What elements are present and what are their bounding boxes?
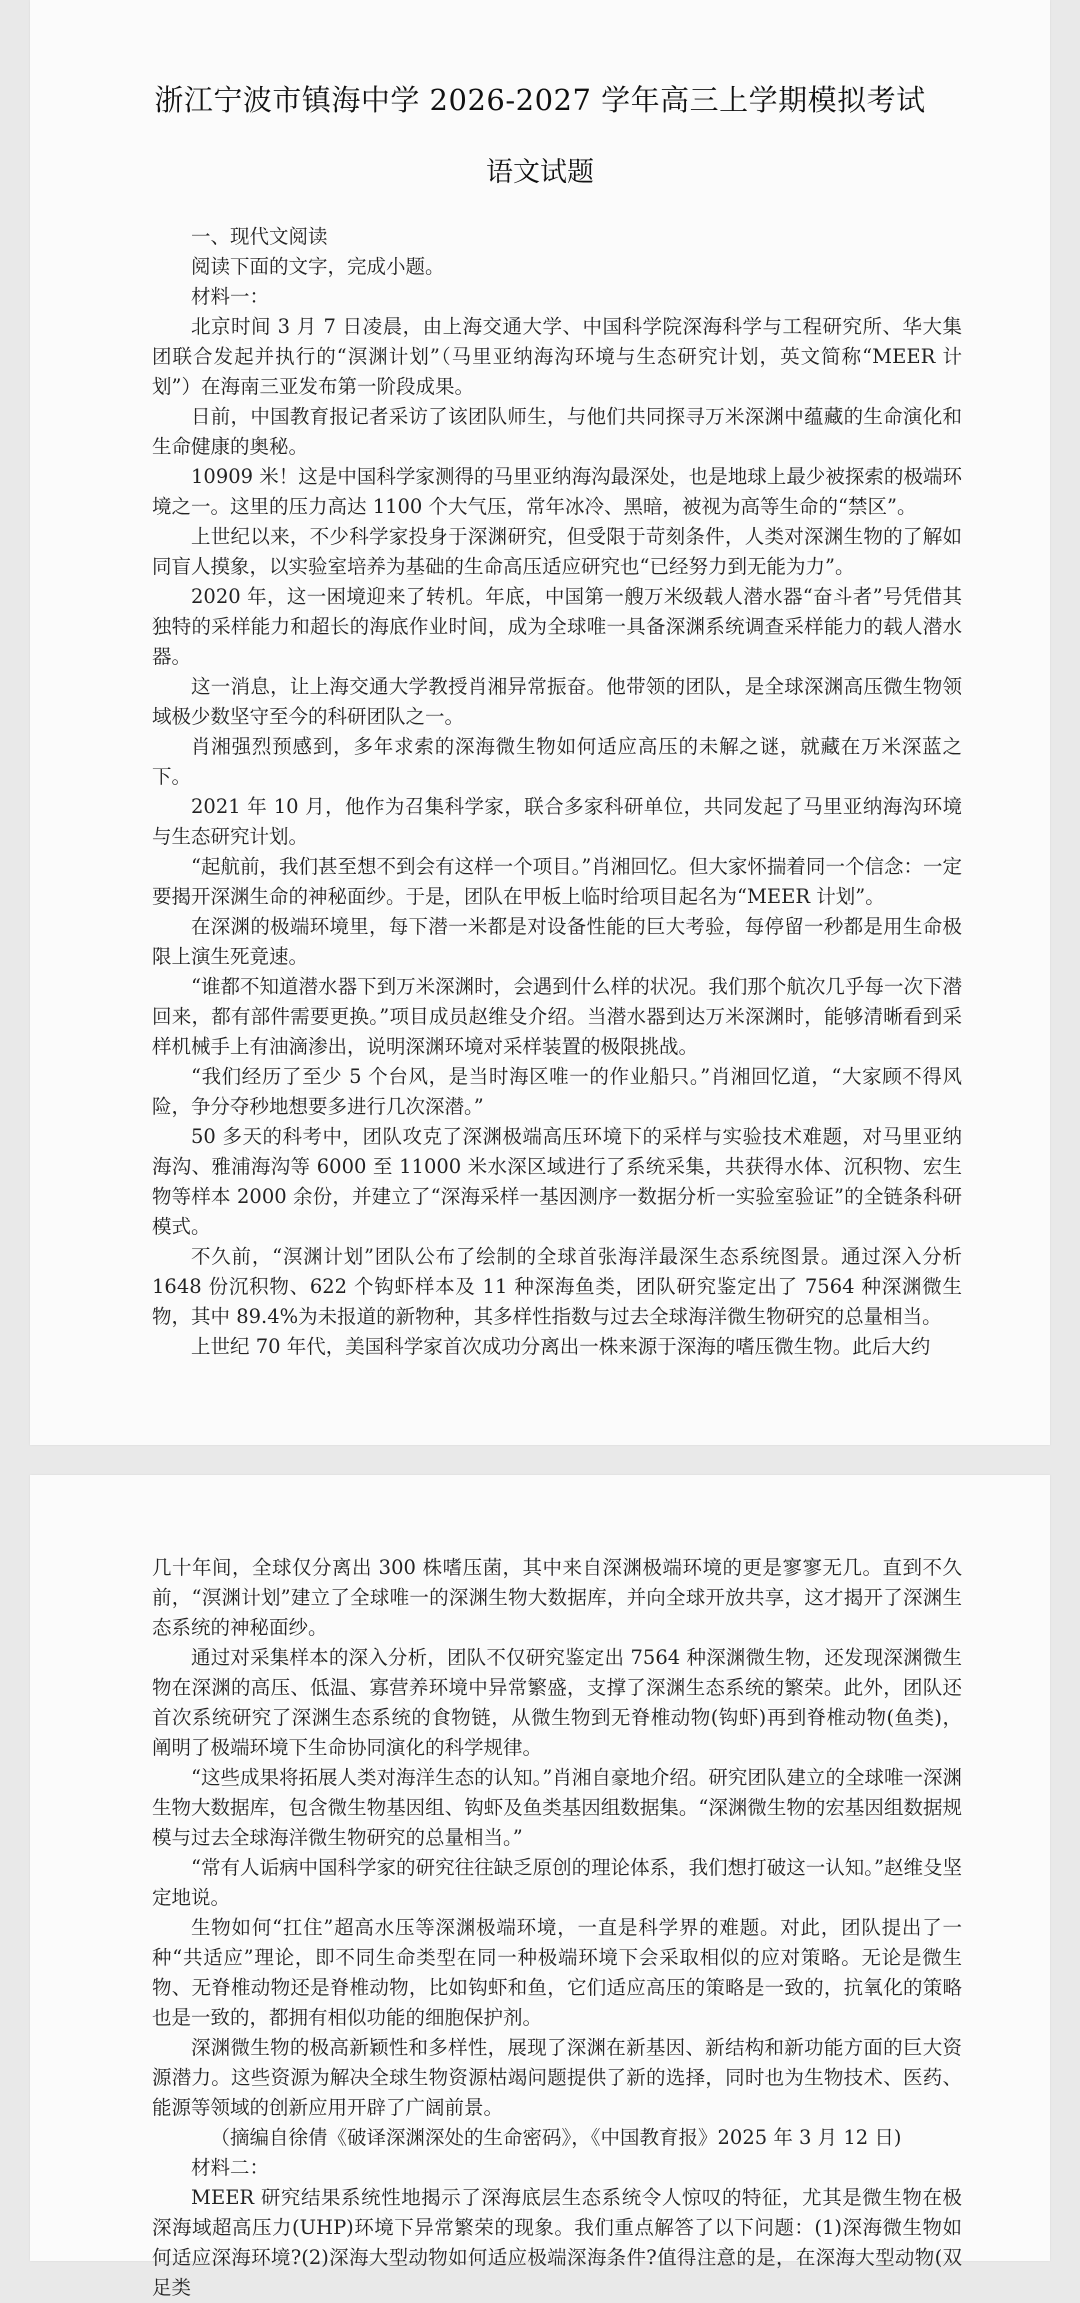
paragraph: 几十年间，全球仅分离出 300 株嗜压菌，其中来自深渊极端环境的更是寥寥无几。直到不久前，“溟渊计划”建立了全球唯一的深渊生物大数据库，并向全球开放共享，这才揭开了深渊生态系统的神秘面纱。 — [152, 1556, 962, 1639]
material-label: 材料二： — [191, 2156, 270, 2179]
paragraph: “起航前，我们甚至想不到会有这样一个项目。”肖湘回忆。但大家怀揣着同一个信念：一定要揭开深渊生命的神秘面纱。于是，团队在甲板上临时给项目起名为“MEER 计划”。 — [152, 855, 962, 908]
paragraph: 北京时间 3 月 7 日凌晨，由上海交通大学、中国科学院深海科学与工程研究所、华大集团联合发起并执行的“溟渊计划”（马里亚纳海沟环境与生态研究计划，英文简称“MEER 计划”）在海南三亚发布第一阶段成果。 — [152, 315, 962, 398]
paragraph: 肖湘强烈预感到，多年求索的深海微生物如何适应高压的未解之谜，就藏在万米深蓝之下。 — [152, 735, 962, 788]
paragraph: “我们经历了至少 5 个台风，是当时海区唯一的作业船只。”肖湘回忆道，“大家顾不得风险，争分夺秒地想要多进行几次深潜。” — [152, 1065, 962, 1118]
document-page-2 — [30, 1475, 1050, 2299]
paragraph: 通过对采集样本的深入分析，团队不仅研究鉴定出 7564 种深渊微生物，还发现深渊微生物在深渊的高压、低温、寡营养环境中异常繁盛，支撑了深渊生态系统的繁荣。此外，团队还首次系统研究了深渊生态系统的食物链，从微生物到无脊椎动物(钩虾)再到脊椎动物(鱼类)，阐明了极端环境下生命协同演化的科学规律。 — [152, 1646, 962, 1759]
paragraph: “常有人诟病中国科学家的研究往往缺乏原创的理论体系，我们想打破这一认知。”赵维殳坚定地说。 — [152, 1856, 962, 1909]
page1-body — [152, 222, 962, 1362]
paragraph: 在深渊的极端环境里，每下潜一米都是对设备性能的巨大考验，每停留一秒都是用生命极限上演生死竟速。 — [152, 915, 962, 968]
paragraph: 10909 米！这是中国科学家测得的马里亚纳海沟最深处，也是地球上最少被探索的极端环境之一。这里的压力高达 1100 个大气压，常年冰冷、黑暗，被视为高等生命的“禁区”。 — [152, 465, 962, 518]
instruction: 阅读下面的文字，完成小题。 — [191, 255, 445, 278]
paragraph: 上世纪以来，不少科学家投身于深渊研究，但受限于苛刻条件，人类对深渊生物的了解如同盲人摸象，以实验室培养为基础的生命高压适应研究也“已经努力到无能为力”。 — [152, 525, 962, 578]
paragraph: 不久前，“溟渊计划”团队公布了绘制的全球首张海洋最深生态系统图景。通过深入分析1648 份沉积物、622 个钩虾样本及 11 种深海鱼类，团队研究鉴定出了 7564 种深渊微生物，其中 89.4%为未报道的新物种，其多样性指数与过去全球海洋微生物研究的总量相当。 — [152, 1245, 962, 1328]
paragraph: 这一消息，让上海交通大学教授肖湘异常振奋。他带领的团队，是全球深渊高压微生物领域极少数坚守至今的科研团队之一。 — [152, 675, 962, 728]
source-citation: （摘编自徐倩《破译深渊深处的生命密码》，《中国教育报》2025 年 3 月 12 日) — [210, 2126, 902, 2149]
paragraph: 上世纪 70 年代，美国科学家首次成功分离出一株来源于深海的嗜压微生物。此后大约 — [191, 1335, 931, 1358]
paragraph: MEER 研究结果系统性地揭示了深海底层生态系统令人惊叹的特征，尤其是微生物在极深海域超高压力(UHP)环境下异常繁荣的现象。我们重点解答了以下问题：(1)深海微生物如何适应深海环境?(2)深海大型动物如何适应极端深海条件?值得注意的是，在深海大型动物(双足类 — [152, 2186, 962, 2299]
paragraph: “谁都不知道潜水器下到万米深渊时，会遇到什么样的状况。我们那个航次几乎每一次下潜回来，都有部件需要更换。”项目成员赵维殳介绍。当潜水器到达万米深渊时，能够清晰看到采样机械手上有油滴渗出，说明深渊环境对采样装置的极限挑战。 — [152, 975, 962, 1058]
paragraph: 日前，中国教育报记者采访了该团队师生，与他们共同探寻万米深渊中蕴藏的生命演化和生命健康的奥秘。 — [152, 405, 962, 458]
page2-body — [152, 1553, 962, 2303]
exam-subtitle: 语文试题 — [486, 157, 594, 188]
paragraph: 深渊微生物的极高新颖性和多样性，展现了深渊在新基因、新结构和新功能方面的巨大资源潜力。这些资源为解决全球生物资源枯竭问题提供了新的选择，同时也为生物技术、医药、能源等领域的创新应用开辟了广阔前景。 — [152, 2036, 962, 2119]
paragraph: “这些成果将拓展人类对海洋生态的认知。”肖湘自豪地介绍。研究团队建立的全球唯一深渊生物大数据库，包含微生物基因组、钩虾及鱼类基因组数据集。“深渊微生物的宏基因组数据规模与过去全球海洋微生物研究的总量相当。” — [152, 1766, 962, 1849]
paragraph: 2021 年 10 月，他作为召集科学家，联合多家科研单位，共同发起了马里亚纳海沟环境与生态研究计划。 — [152, 795, 962, 848]
document-page-1 — [30, 0, 1050, 1445]
paragraph: 2020 年，这一困境迎来了转机。年底，中国第一艘万米级载人潜水器“奋斗者”号凭借其独特的采样能力和超长的海底作业时间，成为全球唯一具备深渊系统调查采样能力的载人潜水器。 — [152, 585, 962, 668]
paragraph: 生物如何“扛住”超高水压等深渊极端环境，一直是科学界的难题。对此，团队提出了一种“共适应”理论，即不同生命类型在同一种极端环境下会采取相似的应对策略。无论是微生物、无脊椎动物还是脊椎动物，比如钩虾和鱼，它们适应高压的策略是一致的，抗氧化的策略也是一致的，都拥有相似功能的细胞保护剂。 — [152, 1916, 962, 2029]
exam-title: 浙江宁波市镇海中学 2026-2027 学年高三上学期模拟考试 — [154, 83, 926, 117]
paragraph: 50 多天的科考中，团队攻克了深渊极端高压环境下的采样与实验技术难题，对马里亚纳海沟、雅浦海沟等 6000 至 11000 米水深区域进行了系统采集，共获得水体、沉积物、宏生物等样本 2000 余份，并建立了“深海采样一基因测序一数据分析一实验室验证”的全链条科研模式。 — [152, 1125, 962, 1238]
material-label: 材料一： — [191, 285, 270, 308]
section-heading: 一、现代文阅读 — [191, 225, 328, 248]
